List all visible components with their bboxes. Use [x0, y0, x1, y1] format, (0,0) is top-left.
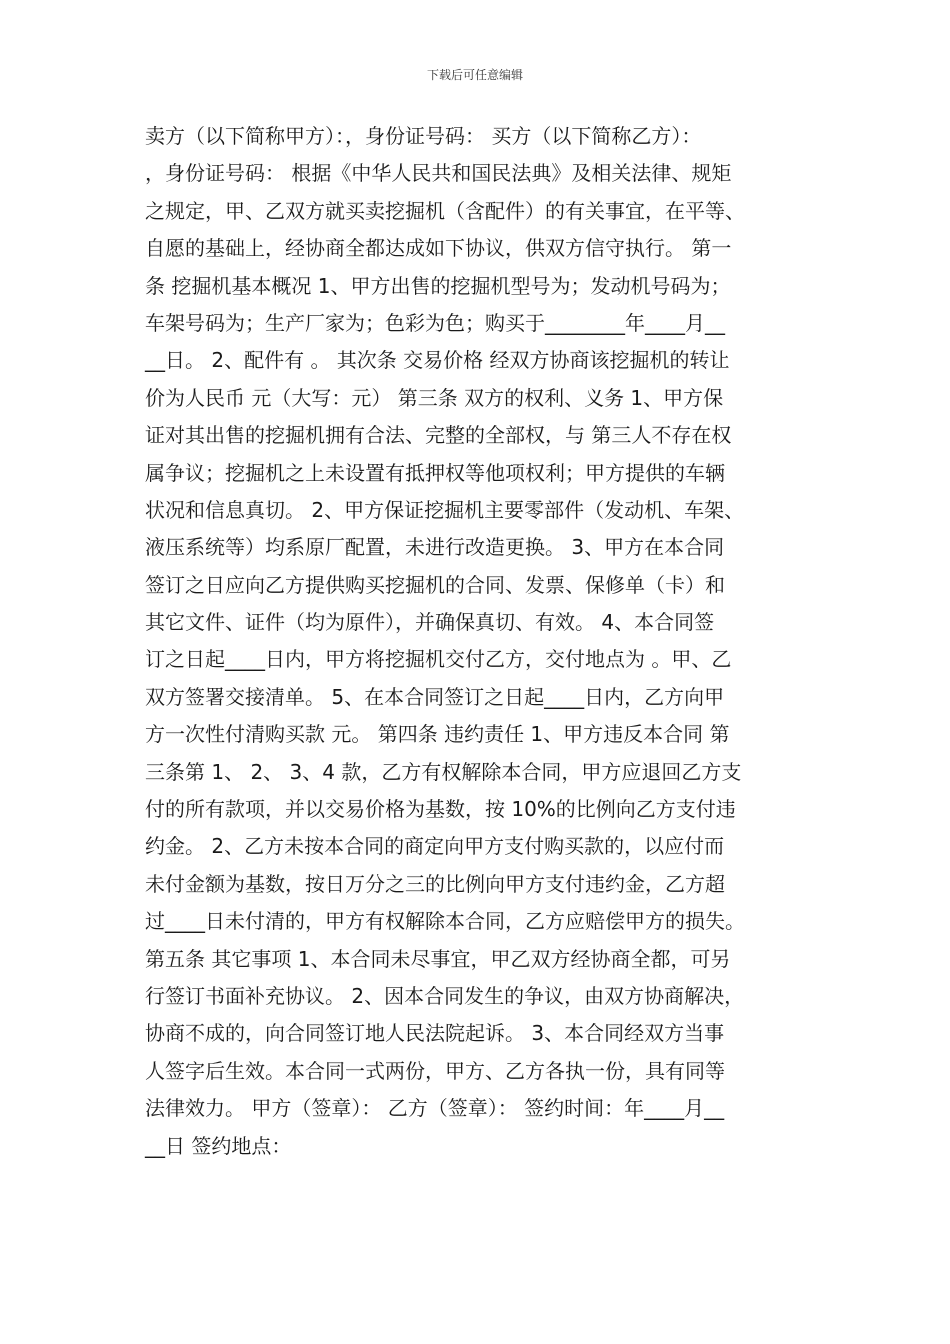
- text-line: 过____日未付清的，甲方有权解除本合同，乙方应赔偿甲方的损失。: [145, 909, 745, 934]
- text-line: 其它文件、证件（均为原件），并确保真切、有效。 4、本合同签: [145, 610, 715, 635]
- text-line: 液压系统等）均系原厂配置，未进行改造更换。 3、甲方在本合同: [145, 535, 725, 560]
- text-line: 自愿的基础上，经协商全都达成如下协议，供双方信守执行。 第一: [145, 236, 732, 261]
- text-line: __日 签约地点：: [145, 1133, 292, 1158]
- text-line: ，身份证号码： 根据《中华人民共和国民法典》及相关法律、规矩: [145, 161, 732, 186]
- text-line: 签订之日应向乙方提供购买挖掘机的合同、发票、保修单（卡）和: [145, 572, 725, 597]
- text-line: 价为人民币 元（大写：元） 第三条 双方的权利、义务 1、甲方保: [145, 385, 724, 410]
- text-line: 行签订书面补充协议。 2、因本合同发生的争议，由双方协商解决，: [145, 983, 745, 1008]
- contract-body: [145, 118, 825, 1165]
- text-line: 属争议；挖掘机之上未设置有抵押权等他项权利；甲方提供的车辆: [145, 460, 725, 485]
- text-line: 约金。 2、乙方未按本合同的商定向甲方支付购买款的，以应付而: [145, 834, 725, 859]
- text-line: 条 挖掘机基本概况 1、甲方出售的挖掘机型号为；发动机号码为；: [145, 273, 731, 298]
- text-line: 人签字后生效。本合同一式两份，甲方、乙方各执一份，具有同等: [145, 1058, 725, 1083]
- text-line: 状况和信息真切。 2、甲方保证挖掘机主要零部件（发动机、车架、: [145, 497, 745, 522]
- text-line: 双方签署交接清单。 5、在本合同签订之日起____日内，乙方向甲: [145, 684, 725, 709]
- text-line: 协商不成的，向合同签订地人民法院起诉。 3、本合同经双方当事: [145, 1021, 725, 1046]
- text-line: 付的所有款项，并以交易价格为基数，按 10%的比例向乙方支付违: [145, 797, 736, 822]
- text-line: 订之日起____日内，甲方将挖掘机交付乙方，交付地点为 。甲、乙: [145, 647, 732, 672]
- text-line: 方一次性付清购买款 元。 第四条 违约责任 1、甲方违反本合同 第: [145, 722, 730, 747]
- header-note: 下载后可任意编辑: [426, 68, 523, 82]
- text-line: 之规定，甲、乙双方就买卖挖掘机（含配件）的有关事宜，在平等、: [145, 198, 745, 223]
- text-line: 三条第 1、 2、 3、4 款，乙方有权解除本合同，甲方应退回乙方支: [145, 759, 742, 784]
- text-line: 卖方（以下简称甲方）：，身份证号码： 买方（以下简称乙方）：: [145, 124, 702, 148]
- text-line: 车架号码为；生产厂家为；色彩为色；购买于________年____月__: [145, 310, 725, 335]
- text-line: 法律效力。 甲方（签章）： 乙方（签章）： 签约时间：年____月__: [145, 1096, 725, 1121]
- text-line: 证对其出售的挖掘机拥有合法、完整的全部权，与 第三人不存在权: [145, 423, 732, 448]
- text-line: __日。 2、配件有 。 其次条 交易价格 经双方协商该挖掘机的转让: [145, 348, 730, 373]
- text-line: 第五条 其它事项 1、本合同未尽事宜，甲乙双方经协商全都，可另: [145, 946, 731, 971]
- text-line: 未付金额为基数，按日万分之三的比例向甲方支付违约金，乙方超: [145, 871, 725, 896]
